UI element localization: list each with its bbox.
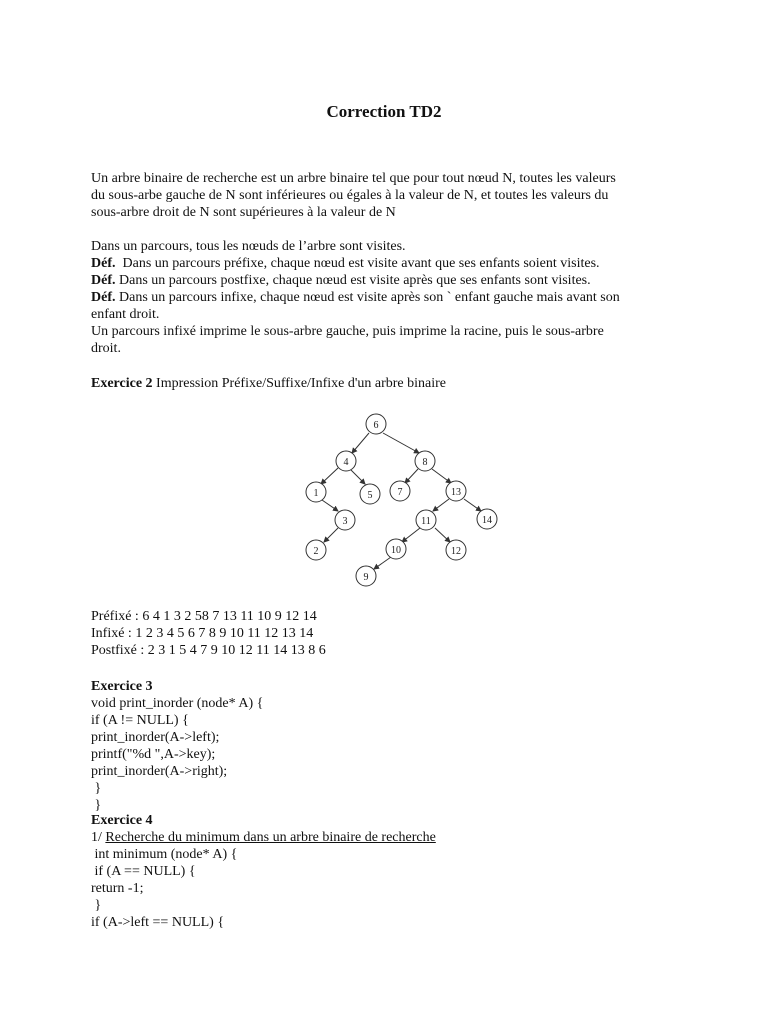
tree-node-label: 6 (373, 420, 379, 431)
exercise-text: Impression Préfixe/Suffixe/Infixe d'un arbre binaire (152, 376, 446, 391)
tree-edge (432, 469, 451, 483)
tree-edge (350, 469, 365, 484)
tree-edge (352, 433, 369, 453)
exercise-4 (91, 812, 691, 931)
code-line: if (A == NULL) { (91, 864, 196, 879)
tree-edge (464, 499, 481, 511)
binary-tree-diagram (296, 408, 502, 590)
tree-node-label: 2 (313, 546, 319, 557)
definition-infix (91, 289, 691, 306)
def-text: Dans un parcours préfixe, chaque nœud est visite avant que ses enfants soient visites. (115, 256, 600, 271)
intro-paragraph (91, 170, 691, 221)
prefix-result: Préfixé : 6 4 1 3 2 58 7 13 11 10 9 12 14 (91, 609, 317, 624)
intro-line: sous-arbre droit de N sont supérieures à la valeur de N (91, 205, 396, 220)
tree-node-label: 13 (451, 487, 461, 498)
tree-node-label: 4 (343, 457, 349, 468)
tree-node-label: 10 (391, 545, 401, 556)
def-label: Déf. (91, 256, 116, 271)
exercise-label: Exercice 3 (91, 679, 153, 694)
code-line: print_inorder(A->left); (91, 730, 220, 745)
traversal-results (91, 608, 691, 659)
code-line: void print_inorder (node* A) { (91, 696, 264, 711)
tree-edge (374, 557, 391, 569)
code-line: print_inorder(A->right); (91, 764, 228, 779)
definition-prefix (91, 255, 691, 272)
exercise-label: Exercice 4 (91, 813, 153, 828)
tree-node-label: 11 (421, 516, 431, 527)
tree-edge (383, 433, 419, 453)
def-text: Dans un parcours postfixe, chaque nœud est visite après que ses enfants sont visites. (115, 273, 591, 288)
infix-explanation: Un parcours infixé imprime le sous-arbre gauche, puis imprime la racine, puis le sous-arbre (91, 324, 604, 339)
tree-node-label: 8 (422, 457, 428, 468)
code-line: } (91, 781, 102, 796)
def-label: Déf. (91, 273, 116, 288)
tree-node-label: 5 (367, 490, 373, 501)
tree-edge (402, 528, 420, 542)
tree-edge (435, 528, 450, 542)
tree-node-label: 1 (313, 488, 319, 499)
def-label: Déf. (91, 290, 116, 305)
code-line: int minimum (node* A) { (91, 847, 238, 862)
definition-postfix (91, 272, 691, 289)
tree-edge (322, 500, 338, 511)
infix-explanation: droit. (91, 341, 121, 356)
intro-line: Un arbre binaire de recherche est un arbre binaire tel que pour tout nœud N, toutes les valeurs (91, 171, 616, 186)
code-line: return -1; (91, 881, 144, 896)
definition-infix-cont: enfant droit. (91, 307, 160, 322)
traversal-definitions (91, 238, 691, 357)
tree-node-label: 12 (451, 546, 461, 557)
tree-node-label: 3 (342, 516, 348, 527)
question-line (91, 829, 691, 846)
postfix-result: Postfixé : 2 3 1 5 4 7 9 10 12 11 14 13 8 6 (91, 643, 326, 658)
tree-node-label: 14 (482, 515, 492, 526)
infix-result: Infixé : 1 2 3 4 5 6 7 8 9 10 11 12 13 14 (91, 626, 314, 641)
tree-node-label: 7 (397, 487, 403, 498)
def-text: Dans un parcours infixe, chaque nœud est visite après son ` enfant gauche mais avant son (115, 290, 620, 305)
traversal-line: Dans un parcours, tous les nœuds de l’arbre sont visites. (91, 239, 406, 254)
code-line: } (91, 798, 102, 813)
code-line: if (A != NULL) { (91, 713, 189, 728)
exercise-2-heading (91, 375, 691, 392)
tree-edge (324, 528, 338, 542)
tree-node-label: 9 (363, 572, 369, 583)
question-title: Recherche du minimum dans un arbre binaire de recherche (105, 830, 436, 845)
tree-edge (405, 469, 418, 483)
exercise-3 (91, 678, 691, 814)
tree-edge (321, 468, 338, 484)
code-line: if (A->left == NULL) { (91, 915, 225, 930)
code-line: } (91, 898, 102, 913)
intro-line: du sous-arbe gauche de N sont inférieures ou égales à la valeur de N, et toutes les valeurs du (91, 188, 609, 203)
code-line: printf("%d ",A->key); (91, 747, 216, 762)
exercise-label: Exercice 2 (91, 376, 153, 391)
tree-edge (433, 499, 449, 511)
page-title: Correction TD2 (326, 102, 442, 121)
question-number: 1/ (91, 830, 106, 845)
